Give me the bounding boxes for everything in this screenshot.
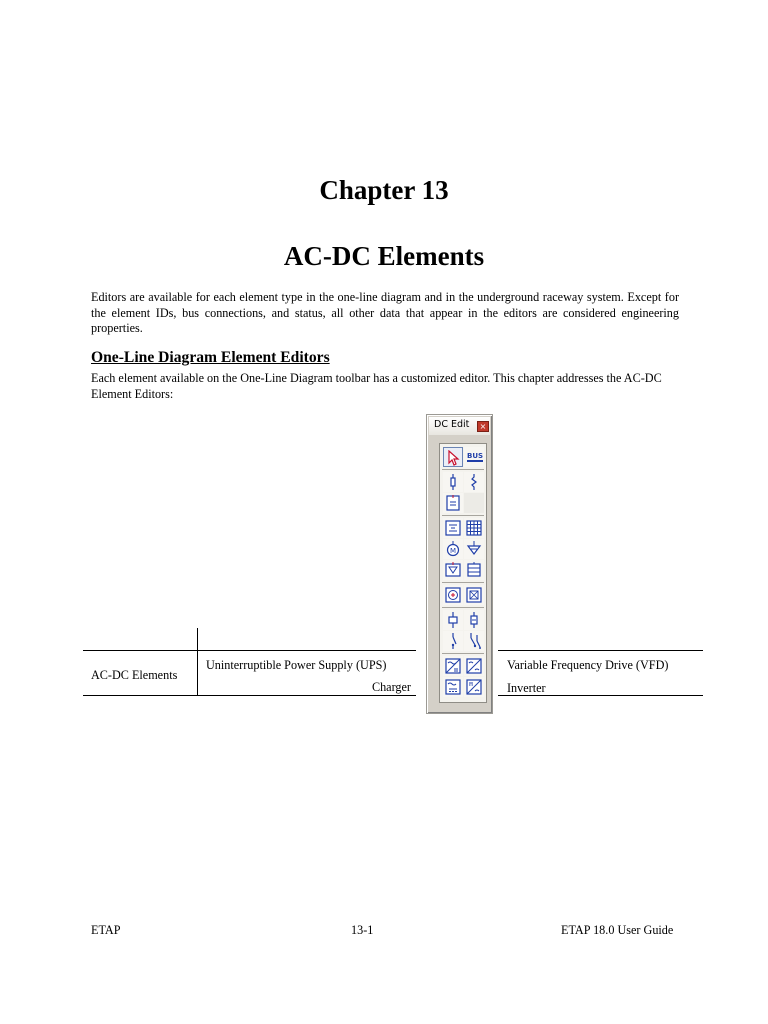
- dc-edit-toolbar: [426, 414, 493, 714]
- dc-converter-icon[interactable]: [443, 493, 463, 513]
- dc-single-throw-icon[interactable]: [443, 631, 463, 651]
- dc-panel-icon[interactable]: [464, 518, 484, 538]
- pointer-icon[interactable]: [443, 447, 463, 467]
- pv-array-icon[interactable]: [443, 585, 463, 605]
- footer-left: ETAP: [91, 923, 121, 937]
- section-paragraph: Each element available on the One-Line Diagram toolbar has a customized editor. This chapter addresses the AC-DC Element Editors:: [91, 371, 662, 401]
- footer-right: ETAP 18.0 User Guide: [561, 923, 674, 937]
- dc-double-throw-icon[interactable]: [464, 631, 484, 651]
- cable-icon[interactable]: [464, 472, 484, 492]
- dc-static-load-icon[interactable]: [464, 585, 484, 605]
- table-item-inverter: Inverter: [507, 681, 546, 695]
- toolbar-separator: [442, 515, 484, 516]
- close-icon[interactable]: ×: [477, 421, 489, 432]
- table-item-vfd: Variable Frequency Drive (VFD): [507, 658, 669, 672]
- dc-lumped-load-icon[interactable]: [464, 560, 484, 580]
- toolbar-separator: [442, 469, 484, 470]
- toolbar-separator: [442, 582, 484, 583]
- svg-text:M: M: [450, 547, 457, 555]
- toolbar-title: DC Edit: [434, 419, 470, 430]
- toolbar-button-panel: [439, 443, 487, 703]
- section-heading: One-Line Diagram Element Editors: [91, 349, 330, 366]
- table-top-rule-left: [83, 650, 416, 651]
- dc-breaker-icon[interactable]: [443, 610, 463, 630]
- table-row-label: AC-DC Elements: [91, 668, 178, 682]
- bus-icon[interactable]: [464, 447, 484, 467]
- toolbar-separator: [442, 653, 484, 654]
- dc-motor-icon[interactable]: [443, 539, 463, 559]
- dc-composite-icon[interactable]: [443, 560, 463, 580]
- chapter-title: AC-DC Elements: [283, 241, 485, 271]
- dc-switch-icon[interactable]: [464, 610, 484, 630]
- fuse-icon[interactable]: [443, 472, 463, 492]
- page-number: 13-1: [351, 923, 374, 937]
- empty-slot: [464, 493, 484, 513]
- table-column-divider: [197, 628, 198, 696]
- table-item-charger: Charger: [371, 680, 411, 694]
- charger-icon[interactable]: [443, 677, 463, 697]
- table-bottom-rule-left: [83, 695, 416, 696]
- vfd-icon[interactable]: [464, 656, 484, 676]
- table-item-ups: Uninterruptible Power Supply (UPS): [206, 658, 387, 672]
- inverter-icon[interactable]: [464, 677, 484, 697]
- table-top-rule-right: [498, 650, 703, 651]
- battery-icon[interactable]: [443, 518, 463, 538]
- toolbar-separator: [442, 607, 484, 608]
- toolbar-titlebar[interactable]: [429, 417, 490, 435]
- ups-icon[interactable]: [443, 656, 463, 676]
- intro-paragraph: Editors are available for each element type in the one-line diagram and in the underground raceway system. Except for the element IDs, bus connections, and status, all other data that appear in the editors are considered engineering properties.: [91, 290, 679, 335]
- chapter-number: Chapter 13: [319, 175, 449, 205]
- svg-text:BUS: BUS: [467, 452, 484, 460]
- dc-load-icon[interactable]: [464, 539, 484, 559]
